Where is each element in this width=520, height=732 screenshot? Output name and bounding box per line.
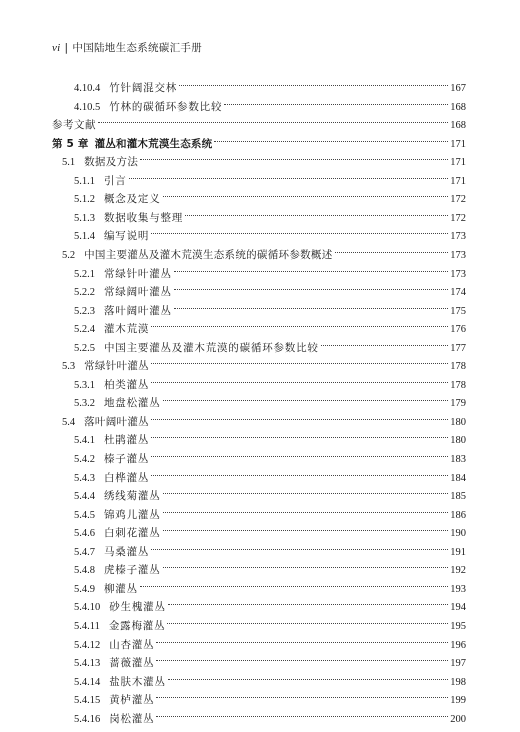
toc-entry-number: 5.3.1 [74, 379, 95, 391]
header-book-title: 中国陆地生态系统碳汇手册 [72, 42, 202, 54]
toc-entry-title: 竹针阔混交林 [109, 82, 178, 94]
toc-entry-page: 191 [450, 546, 466, 558]
toc-entry-number: 5.4.5 [74, 509, 95, 521]
toc-entry-title: 白桦灌丛 [104, 471, 150, 484]
toc-entry-page: 190 [450, 528, 466, 540]
toc-entry-page: 186 [450, 509, 466, 521]
header-page-number: vi [52, 42, 61, 54]
toc-entry-number: 4.10.5 [74, 101, 101, 113]
toc-entry-page: 183 [450, 454, 466, 465]
toc-entry-number: 5.2.3 [74, 305, 95, 317]
toc-entry-page: 178 [450, 379, 466, 391]
dot-leader [185, 197, 448, 216]
toc-entry-number: 5.2.1 [74, 268, 95, 280]
toc-entry-number: 4.10.4 [74, 83, 101, 94]
dot-leader [140, 141, 448, 160]
toc-entry-number: 5.4.11 [74, 620, 100, 632]
toc-entry-title: 锦鸡儿灌丛 [104, 508, 161, 521]
dot-leader [163, 475, 449, 494]
toc-entry-title: 砂生槐灌丛 [109, 601, 166, 614]
toc-entry-number: 5.4.16 [74, 713, 101, 725]
toc-entry-page: 196 [450, 639, 466, 651]
toc-entry-number: 5.3 [62, 361, 76, 373]
toc-entry-page: 176 [450, 324, 466, 336]
toc-entry-page: 167 [450, 83, 466, 94]
toc-entry-page: 168 [450, 101, 466, 113]
toc-entry-title: 竹林的碳循环参数比较 [109, 100, 223, 113]
toc-entry-title: 常绿针叶灌丛 [104, 267, 172, 280]
toc-entry-title: 常绿阔叶灌丛 [104, 286, 172, 299]
toc-entry-title: 盐肤木灌丛 [109, 675, 166, 688]
toc-entry-page: 192 [450, 565, 466, 577]
dot-leader [168, 586, 449, 605]
toc-entry-page: 171 [450, 138, 466, 150]
dot-leader [140, 568, 448, 587]
toc-entry-page: 178 [450, 361, 466, 373]
toc-entry-number: 5.4.14 [74, 676, 101, 688]
toc-entry-page: 199 [450, 695, 466, 707]
dot-leader [167, 605, 448, 624]
toc-entry-page: 173 [450, 249, 466, 261]
dot-leader [156, 679, 448, 698]
toc-entry-title: 榛子灌丛 [104, 453, 150, 465]
toc-entry-number: 5.2 [62, 249, 76, 261]
toc-entry-page: 197 [450, 658, 466, 670]
toc-entry-number: 5.4.1 [74, 435, 95, 447]
toc-entry-title: 编写说明 [104, 230, 150, 243]
toc-entry-title: 灌丛和灌木荒漠生态系统 [94, 137, 213, 150]
toc-entry-title: 黄栌灌丛 [109, 694, 155, 707]
dot-leader [151, 457, 448, 476]
toc-entry-page: 168 [450, 120, 466, 132]
toc-entry-title: 白刺花灌丛 [104, 527, 161, 540]
toc-entry-title: 杜鹃灌丛 [104, 434, 150, 447]
toc-entry-title: 概念及定义 [104, 193, 161, 206]
dot-leader [98, 104, 448, 123]
dot-leader [151, 531, 448, 550]
toc-entry-title: 岗松灌丛 [109, 712, 155, 725]
dot-leader [151, 345, 448, 364]
dot-leader [156, 624, 448, 643]
toc-entry-number: 5.1.3 [74, 212, 95, 224]
toc-entry-page: 180 [450, 435, 466, 447]
toc-entry-title: 金露梅灌丛 [108, 619, 166, 632]
toc-subsection-entry [74, 703, 466, 725]
toc-entry-title: 柏类灌丛 [104, 378, 150, 391]
dot-leader [224, 86, 448, 105]
toc-entry-number: 5.1.2 [74, 194, 95, 206]
toc-entry-page: 179 [450, 398, 466, 410]
toc-entry-title: 数据收集与整理 [104, 211, 184, 224]
toc-entry-page: 173 [450, 231, 466, 243]
toc-entry-title: 灌木荒漠 [104, 323, 150, 336]
dot-leader [214, 123, 448, 142]
toc-entry-page: 173 [450, 268, 466, 280]
toc-entry-title: 引言 [104, 174, 127, 187]
toc-entry-number: 5.4.12 [74, 639, 101, 651]
toc-entry-page: 195 [450, 620, 466, 632]
toc-entry-title: 中国主要灌丛及灌木荒漠生态系统的碳循环参数概述 [84, 248, 333, 261]
toc-entry-page: 171 [450, 157, 466, 169]
toc-entry-title: 山杏灌丛 [109, 638, 155, 651]
toc-entry-number: 5.1.1 [74, 175, 95, 187]
toc-entry-number: 5.4.4 [74, 491, 95, 503]
toc-entry-title: 中国主要灌丛及灌木荒漠的碳循环参数比较 [104, 341, 319, 354]
toc-entry-number: 5.4.3 [74, 472, 95, 484]
dot-leader [163, 512, 449, 531]
toc-entry-number: 5.2.4 [74, 324, 95, 336]
dot-leader [151, 419, 448, 438]
toc-entry-page: 194 [450, 602, 466, 614]
toc-entry-title: 柳灌丛 [104, 582, 138, 595]
toc-entry-title: 绣线菊灌丛 [104, 490, 161, 503]
toc-entry-number: 5.3.2 [74, 398, 95, 410]
dot-leader [335, 234, 449, 253]
dot-leader [168, 661, 449, 680]
toc-entry-page: 171 [450, 175, 466, 187]
toc-entry-number: 5.4.10 [74, 602, 101, 614]
dot-leader [321, 327, 449, 346]
dot-leader [174, 290, 448, 309]
dot-leader [163, 178, 449, 197]
toc-entry-title: 落叶阔叶灌丛 [104, 304, 172, 317]
toc-entry-number: 5.4.15 [74, 695, 101, 707]
dot-leader [174, 271, 448, 290]
toc-entry-page: 172 [450, 212, 466, 224]
running-header [52, 40, 202, 55]
dot-leader [163, 549, 449, 568]
dot-leader [151, 215, 448, 234]
toc-entry-number: 5.4.7 [74, 546, 95, 558]
toc-entry-number: 5.4.6 [74, 528, 95, 540]
toc-entry-number: 5.2.2 [74, 287, 95, 299]
toc-entry-number: 5.4.2 [74, 454, 95, 465]
toc-entry-page: 198 [450, 676, 466, 688]
toc-entry-number: 5.4.13 [74, 658, 101, 670]
toc-entry-page: 185 [450, 491, 466, 503]
toc-entry-page: 200 [450, 713, 466, 725]
toc-entry-page: 172 [450, 194, 466, 206]
toc-entry-title: 落叶阔叶灌丛 [84, 415, 149, 428]
toc-entry-number: 5.4 [62, 416, 76, 428]
dot-leader [156, 642, 448, 661]
toc-entry-page: 193 [450, 583, 466, 595]
toc-entry-title: 参考文献 [52, 119, 96, 132]
dot-leader [163, 382, 449, 401]
toc-entry-number: 5.4.9 [74, 583, 95, 595]
toc-entry-page: 174 [450, 287, 466, 299]
dot-leader [151, 364, 448, 383]
dot-leader [151, 438, 448, 457]
toc-entry-number: 5.1.4 [74, 231, 95, 243]
toc-entry-title: 蔷薇灌丛 [109, 657, 155, 670]
dot-leader [179, 67, 448, 86]
dot-leader [174, 253, 448, 272]
toc-entry-number: 5.1 [62, 157, 76, 169]
toc-entry-title: 常绿针叶灌丛 [84, 360, 149, 373]
toc-entry-page: 175 [450, 305, 466, 317]
dot-leader [129, 160, 449, 179]
toc-entry-number: 第 5 章 [52, 137, 89, 150]
toc-entry-title: 地盘松灌丛 [104, 397, 161, 410]
toc-entry-title: 数据及方法 [84, 156, 139, 169]
toc-entry-number: 5.2.5 [74, 342, 95, 354]
dot-leader [151, 308, 448, 327]
dot-leader [156, 698, 448, 717]
toc-entry-number: 5.4.8 [74, 565, 95, 577]
toc-entry-page: 177 [450, 342, 466, 354]
toc-entry-title: 马桑灌丛 [104, 545, 150, 558]
dot-leader [151, 401, 448, 420]
toc-entry-title: 虎榛子灌丛 [104, 564, 161, 577]
toc-entry-page: 184 [450, 472, 466, 484]
header-separator: | [64, 42, 69, 54]
dot-leader [163, 494, 449, 513]
toc-entry-page: 180 [450, 416, 466, 428]
